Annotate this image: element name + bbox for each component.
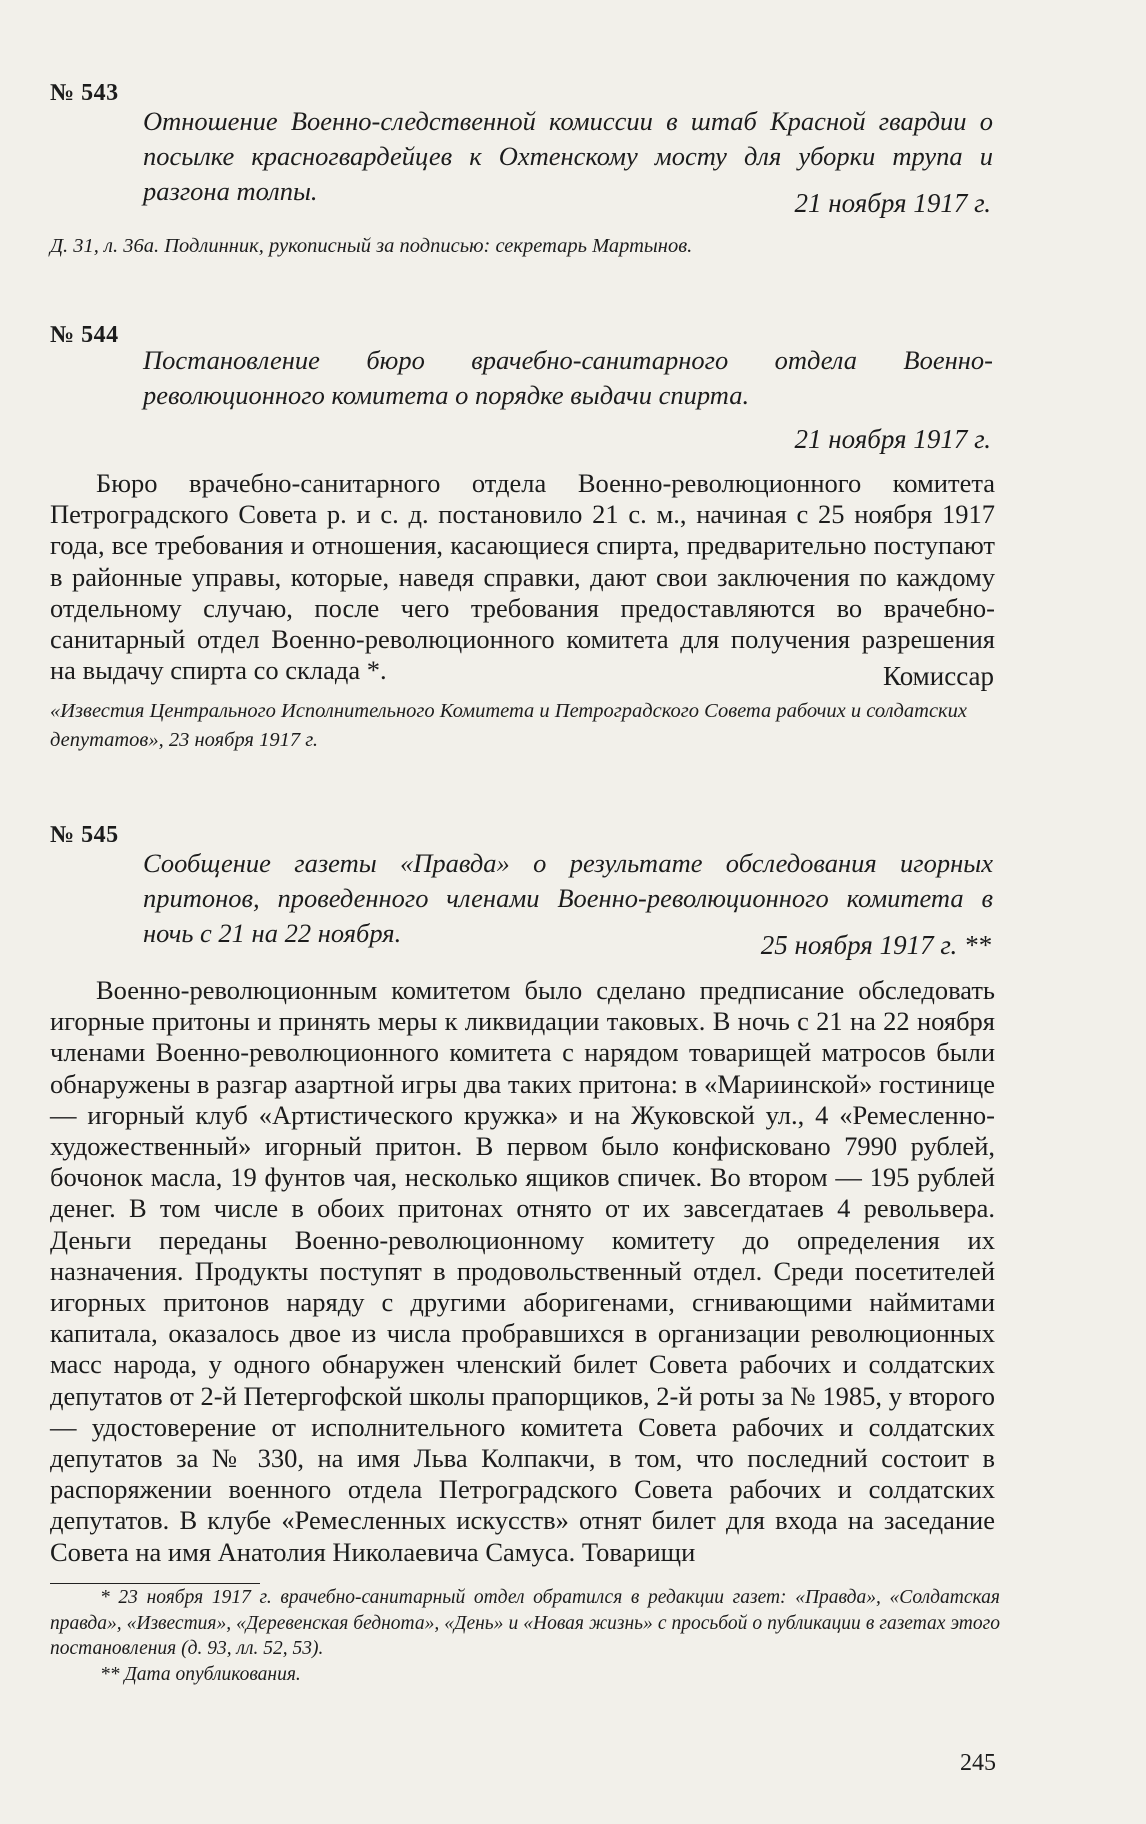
doc-543-source: Д. 31, л. 36а. Подлинник, рукописный за подписью: секретарь Мартынов.: [50, 235, 693, 257]
doc-543-date: 21 ноября 1917 г.: [794, 188, 991, 218]
doc-544-source: «Известия Центрального Исполнительного Комитета и Петроградского Совета рабочих и солдатских депутатов», 23 ноября 1917 г.: [50, 700, 967, 751]
doc-544-title: Постановление бюро врачебно-санитарного отдела Военно-революционного комитета о порядке выдачи спирта.: [143, 345, 993, 410]
footnote-divider: [50, 1583, 260, 1584]
doc-543-title: Отношение Военно-следственной комиссии в штаб Красной гвардии о посылке красногвардейцев к Охтенскому мосту для уборки трупа и разгона толпы.: [143, 106, 993, 206]
doc-545-title: Сообщение газеты «Правда» о результате обследования игорных притонов, проведенного членами Военно-революционного комитета в ночь с 21 на 22 ноября.: [143, 848, 993, 948]
doc-544-body: [50, 468, 995, 686]
footnote-1: * 23 ноября 1917 г. врачебно-санитарный отдел обратился в редакции газет: «Правда», «Солдатская правда», «Известия», «Деревенская беднота», «День» и «Новая жизнь» с просьбой о публикации в газетах этого постановления (д. 93, лл. 52, 53).: [50, 1587, 1000, 1659]
footnote-2: ** Дата опубликования.: [100, 1663, 301, 1685]
doc-545-date: 25 ноября 1917 г. **: [760, 930, 991, 960]
doc-545-body: [50, 975, 995, 1568]
doc-544-date: 21 ноября 1917 г.: [794, 424, 991, 454]
doc-544-number: № 544: [50, 322, 119, 348]
page-number: 245: [960, 1750, 996, 1776]
doc-544-signature: Комиссар: [883, 661, 994, 691]
doc-543-number: № 543: [50, 80, 119, 106]
doc-544-paragraph: Бюро врачебно-санитарного отдела Военно-революционного комитета Петроградского Совета р. и с. д. постановило 21 с. м., начиная с 25 ноября 1917 года, все требования и отношения, касающиеся спирта, предварительно поступают в районные управы, которые, наведя справки, дают свои заключения по каждому отдельному случаю, после чего требования предоставляются во врачебно-санитарный отдел Военно-революционного комитета для получения разрешения на выдачу спирта со склада *.: [50, 468, 995, 686]
footnotes: [50, 1585, 1000, 1687]
doc-545-number: № 545: [50, 822, 119, 848]
doc-545-paragraph: Военно-революционным комитетом было сделано предписание обследовать игорные притоны и принять меры к ликвидации таковых. В ночь с 21 на 22 ноября членами Военно-революционного комитета с нарядом товарищей матросов были обнаружены в разгар азартной игры два таких притона: в «Мариинской» гостинице — игорный клуб «Артистического кружка» и на Жуковской ул., 4 «Ремесленно-художественный» игорный притон. В первом было конфисковано 7990 рублей, бочонок масла, 19 фунтов чая, несколько ящиков спичек. Во втором — 195 рублей денег. В том числе в обоих притонах отнято от их завсегдатаев 4 револьвера. Деньги переданы Военно-революционному комитету до определения их назначения. Продукты поступят в продовольственный отдел. Среди посетителей игорных притонов наряду с другими аборигенами, сгнивающими наймитами капитала, оказалось двое из числа пробравшихся в организации революционных масс народа, у одного обнаружен членский билет Совета рабочих и солдатских депутатов от 2-й Петергофской школы прапорщиков, 2-й роты за № 1985, у второго — удостоверение от исполнительного комитета Совета рабочих и солдатских депутатов за № 330, на имя Льва Колпакчи, в том, что последний состоит в распоряжении военного отдела Петроградского Совета рабочих и солдатских депутатов. В клубе «Ремесленных искусств» отнят билет для входа на заседание Совета на имя Анатолия Николаевича Самуса. Товарищи: [50, 975, 995, 1567]
